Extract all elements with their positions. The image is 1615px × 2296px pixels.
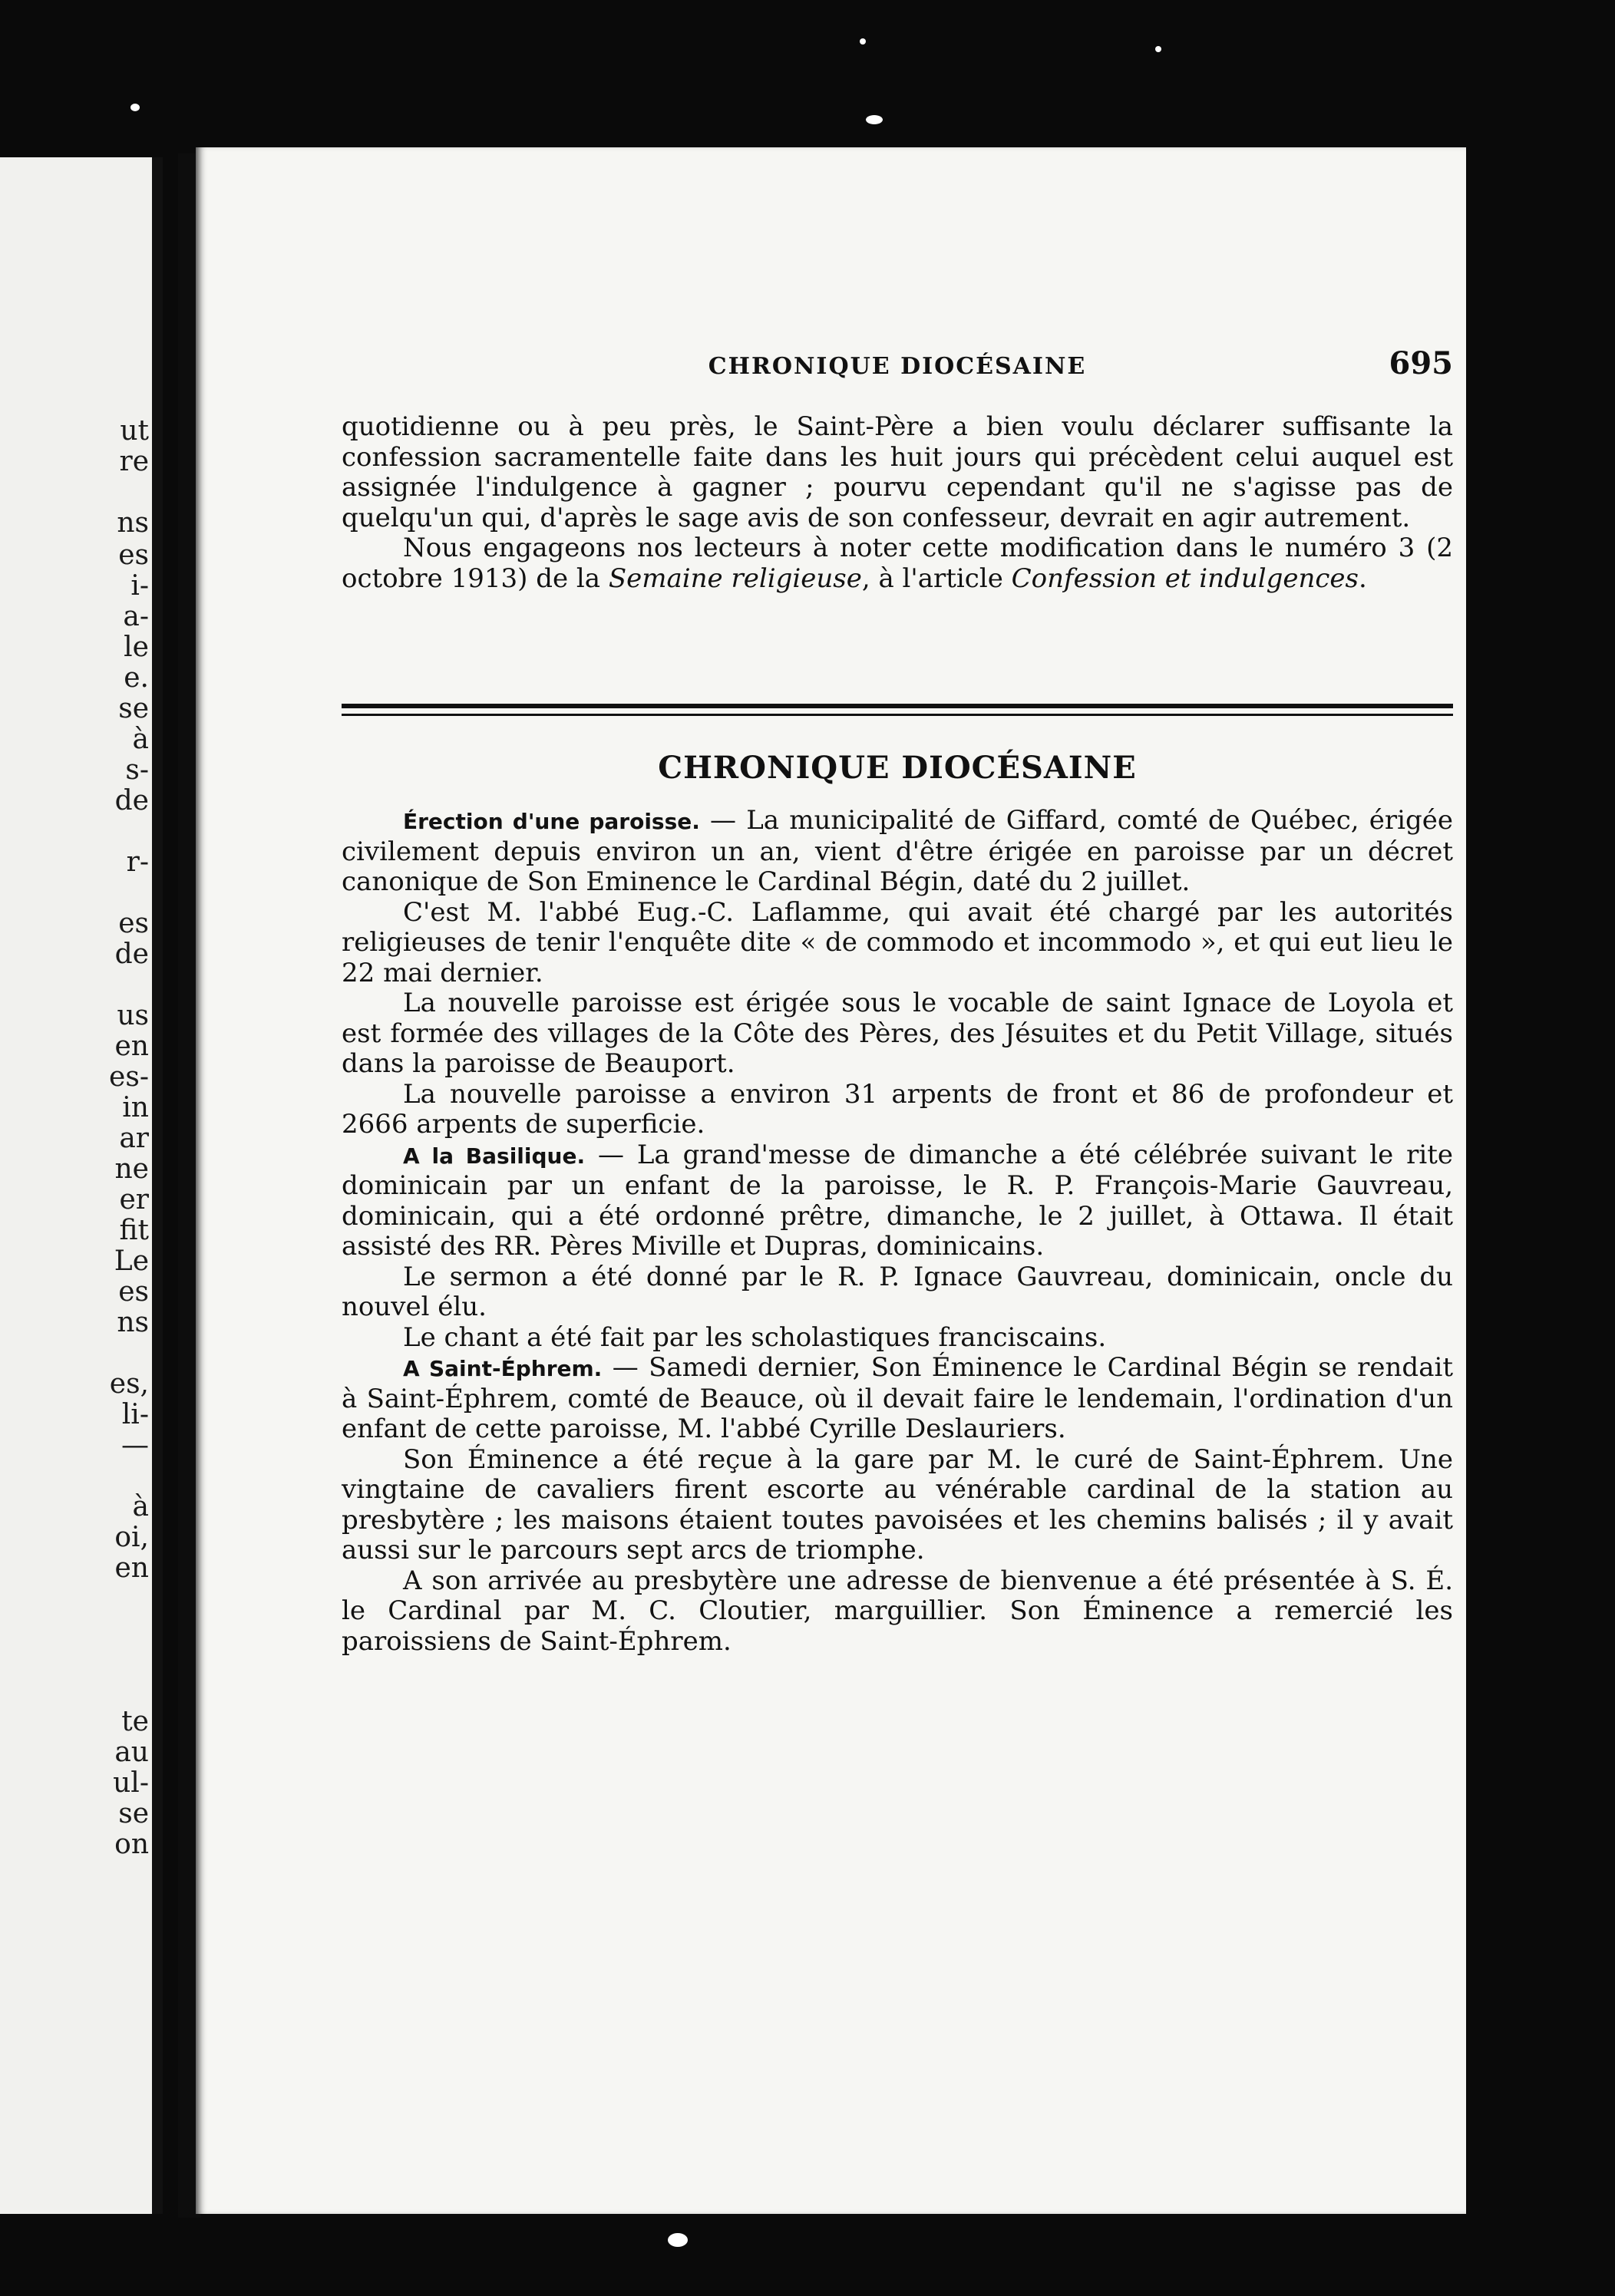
basilique-paragraph-3: Le chant a été fait par les scholastiques franciscains. [403, 1321, 1107, 1353]
left-fragment: ns [117, 507, 149, 539]
running-title: CHRONIQUE DIOCÉSAINE [708, 353, 1087, 380]
left-fragment: se [118, 693, 149, 724]
main-page [196, 147, 1466, 2214]
left-fragment: à [132, 1491, 149, 1522]
left-page-edge [152, 157, 163, 2214]
left-fragment: se [118, 1798, 149, 1829]
erection-paragraph-2: C'est M. l'abbé Eug.-C. Laflamme, qui avait été chargé par les autorités religieuses de tenir l'enquête dite « de commodo et incommodo », et qui eut lieu le 22 mai dernier. [342, 896, 1453, 988]
basilique-paragraph-2: Le sermon a été donné par le R. P. Ignace Gauvreau, dominicain, oncle du nouvel élu. [342, 1261, 1453, 1322]
ephrem-paragraph-3: A son arrivée au presbytère une adresse de bienvenue a été présentée à S. É. le Cardinal par M. C. Cloutier, marguillier. Son Éminence a remercié les paroissiens de Saint-Éphrem. [342, 1565, 1453, 1657]
left-fragment: es [118, 539, 149, 571]
chronicle-block [342, 806, 1453, 1657]
section-rule-thin [342, 714, 1453, 716]
subheading-ephrem: A Saint-Éphrem. [403, 1356, 603, 1381]
ephrem-paragraph-2: Son Éminence a été reçue à la gare par M. le curé de Saint-Éphrem. Une vingtaine de cavaliers firent escorte au vénérable cardinal de la station au presbytère ; les maisons étaient toutes pavoisées et les chemins balisés ; il y avait aussi sur le parcours sept arcs de triomphe. [342, 1443, 1453, 1565]
dust-speck [866, 115, 883, 124]
left-fragment: i- [130, 570, 149, 602]
left-fragment: ns [117, 1307, 149, 1338]
dust-speck [130, 104, 140, 111]
left-fragment: à [132, 724, 149, 755]
left-fragment: ar [119, 1123, 149, 1154]
publication-title: Semaine religieuse [608, 562, 862, 594]
section-title: CHRONIQUE DIOCÉSAINE [658, 750, 1137, 786]
left-fragment: oi, [114, 1522, 149, 1553]
page-number: 695 [1389, 345, 1453, 381]
intro-paragraph: quotidienne ou à peu près, le Saint-Père a bien voulu déclarer suffisante la confession sacramentelle faite dans les huit jours qui précèdent celui auquel est assignée l'indulgence à gagner ; pourvu cependant qu'il ne s'agisse pas de quelqu'un qui, d'après le sage avis de son confesseur, devrait en agir autrement. [342, 411, 1453, 533]
left-facing-page [0, 157, 163, 2214]
dust-speck [1155, 46, 1161, 52]
page-content [342, 147, 1453, 2214]
erection-paragraph-3: La nouvelle paroisse est érigée sous le vocable de saint Ignace de Loyola et est formée des villages de la Côte des Pères, des Jésuites et du Petit Village, situés dans la paroisse de Beauport. [342, 988, 1453, 1079]
left-fragment: ne [114, 1153, 149, 1185]
erection-paragraph-4: La nouvelle paroisse a environ 31 arpents de front et 86 de profondeur et 2666 arpents de superficie. [342, 1078, 1453, 1140]
intro-block [342, 412, 1453, 594]
left-fragment: re [119, 446, 149, 477]
left-fragment: e. [124, 662, 149, 694]
left-fragment: ut [120, 415, 149, 447]
text-run: , à l'article [861, 562, 1012, 594]
left-fragment: en [114, 1552, 149, 1584]
subheading-erection: Érection d'une paroisse. [403, 809, 700, 834]
intro-paragraph-2 [342, 533, 1453, 594]
left-fragment: es [118, 908, 149, 939]
left-fragment: li- [121, 1399, 149, 1430]
left-fragment: in [122, 1092, 149, 1123]
left-fragment: es- [109, 1061, 149, 1093]
ephrem-paragraph [342, 1353, 1453, 1445]
left-fragment: on [114, 1829, 149, 1860]
left-fragment: de [114, 785, 149, 816]
dust-speck [860, 38, 866, 45]
left-fragment: le [124, 632, 149, 663]
text-run: . [1358, 562, 1367, 594]
basilique-paragraph [342, 1140, 1453, 1262]
left-fragment: de [114, 939, 149, 970]
dust-speck [668, 2233, 688, 2247]
running-header [342, 345, 1453, 391]
left-fragment: fit [119, 1215, 149, 1246]
left-fragment: us [117, 1000, 149, 1031]
text-run: Nous engageons nos lecteurs à noter cette modification dans le numéro 3 (2 octobre 1913) de la [342, 533, 1453, 594]
left-fragment: es [118, 1276, 149, 1308]
left-fragment: a- [123, 601, 149, 632]
article-title: Confession et indulgences [1011, 562, 1359, 594]
left-fragment: es, [109, 1368, 149, 1400]
subheading-basilique: A la Basilique. [403, 1143, 586, 1169]
left-fragment: s- [125, 754, 149, 786]
left-fragment: — [121, 1430, 149, 1461]
left-fragment: au [114, 1737, 149, 1768]
left-fragment: r- [126, 846, 149, 878]
left-fragment: er [119, 1184, 149, 1216]
left-fragment: te [121, 1706, 149, 1737]
left-fragment: Le [114, 1245, 149, 1277]
section-rule-thick [342, 704, 1453, 708]
left-fragment: en [114, 1031, 149, 1062]
erection-paragraph [342, 806, 1453, 898]
text-run: — La grand'messe de dimanche a été célébrée suivant le rite dominicain par un enfant de la paroisse, le R. P. François-Marie Gauvreau, dominicain, qui a été ordonné prêtre, dimanche, le 2 juillet, à Ottawa. Il était assisté des RR. Pères Miville et Dupras, dominicains. [342, 1139, 1453, 1262]
text-run: — Samedi dernier, Son Éminence le Cardinal Bégin se rendait à Saint-Éphrem, comté de Beauce, où il devait faire le lendemain, l'ordination d'un enfant de cette paroisse, M. l'abbé Cyrille Deslauriers. [342, 1352, 1454, 1444]
left-fragment: ul- [113, 1767, 149, 1799]
text-run: — La municipalité de Giffard, comté de Québec, érigée civilement depuis environ un an, vient d'être érigée en paroisse par un décret canonique de Son Eminence le Cardinal Bégin, daté du 2 juillet. [342, 805, 1453, 897]
